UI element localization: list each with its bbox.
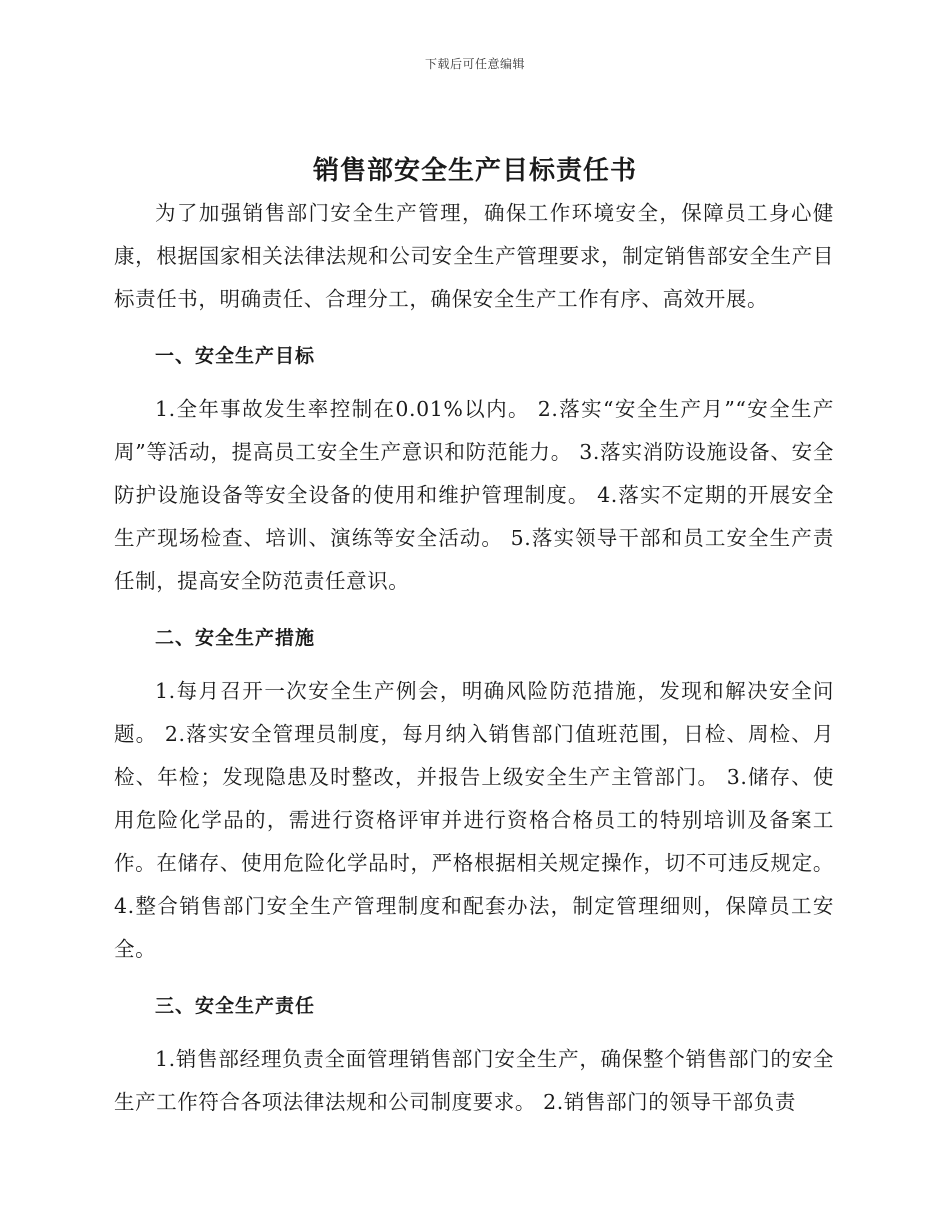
intro-paragraph: 为了加强销售部门安全生产管理，确保工作环境安全，保障员工身心健康，根据国家相关法律法规和公司安全生产管理要求，制定销售部安全生产目标责任书，明确责任、合理分工，确保安全生产工作有序、高效开展。 — [114, 201, 834, 311]
section-body-goals: 1.全年事故发生率控制在0.01%以内。 2.落实“安全生产月”“安全生产周”等活动，提高员工安全生产意识和防范能力。 3.落实消防设施设备、安全防护设施设备等安全设备的使用和维护管理制度。 4.落实不定期的开展安全生产现场检查、培训、演练等安全活动。 5.落实领导干部和员工安全生产责任制，提高安全防范责任意识。 — [114, 397, 834, 593]
section-body-responsibility: 1.销售部经理负责全面管理销售部门安全生产，确保整个销售部门的安全生产工作符合各项法律法规和公司制度要求。 2.销售部门的领导干部负责 — [114, 1047, 834, 1114]
section-heading-goals: 一、安全生产目标 — [155, 345, 316, 367]
section-heading-measures: 二、安全生产措施 — [155, 627, 316, 649]
document-body — [114, 192, 834, 1124]
document-title: 销售部安全生产目标责任书 — [312, 156, 637, 186]
section-body-measures: 1.每月召开一次安全生产例会，明确风险防范措施，发现和解决安全问题。 2.落实安全管理员制度，每月纳入销售部门值班范围，日检、周检、月检、年检；发现隐患及时整改，并报告上级安全生产主管部门。 3.储存、使用危险化学品的，需进行资格评审并进行资格合格员工的特别培训及备案工作。在储存、使用危险化学品时，严格根据相关规定操作，切不可违反规定。 4.整合销售部门安全生产管理制度和配套办法，制定管理细则，保障员工安全。 — [114, 679, 834, 961]
section-heading-responsibility: 三、安全生产责任 — [155, 995, 316, 1017]
header-note: 下载后可任意编辑 — [424, 57, 525, 71]
